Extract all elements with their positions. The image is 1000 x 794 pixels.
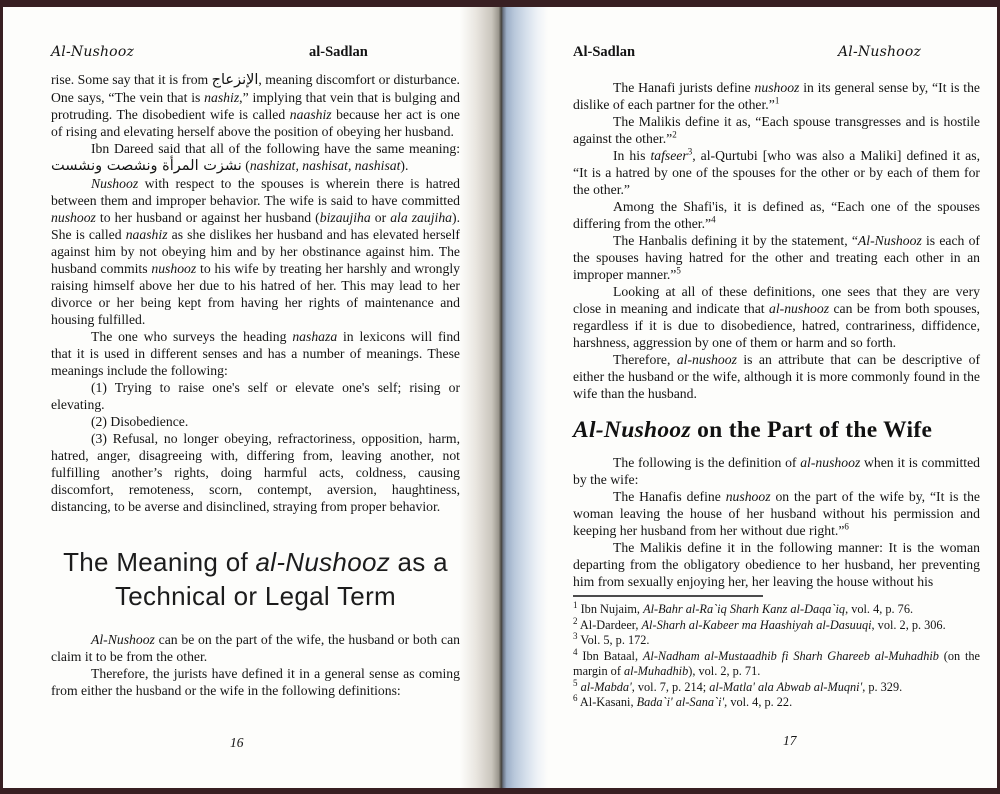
footnote: $^5$ al-Mabda', vol. 7, p. 214; al-Matla' ala Abwab al-Muqni', p. 329. bbox=[573, 677, 903, 694]
footnote-number: 3 bbox=[573, 630, 578, 641]
paragraph: Therefore, al-nushooz is an attribute that can be descriptive of either the husband or the wife, although it is more commonly found in the wife than the husband. bbox=[573, 352, 981, 401]
footnote-number: 5 bbox=[573, 677, 578, 688]
footnote: $^3$ Vol. 5, p. 172. bbox=[573, 630, 650, 647]
right-body-after-heading bbox=[573, 454, 980, 590]
paragraph: Therefore, the jurists have defined it in a general sense as coming from either the husband or the wife in the following definitions: bbox=[51, 666, 460, 698]
paragraph: rise. Some say that it is from الإنزعاج, meaning discomfort or disturbance. One says, “The vein that is nashiz,” implying that vein that is bulging and protruding. The disobedient wife is called naashiz because her act is one of rising and elevating herself above the position of obeying her husband. bbox=[51, 72, 461, 139]
left-body-paragraphs bbox=[51, 71, 460, 515]
footnote-number: 6 bbox=[573, 692, 578, 703]
footnotes-section bbox=[573, 595, 980, 711]
footnote: $^6$ Al-Kasani, Bada`i' al-Sana`i', vol. 4, p. 22. bbox=[573, 692, 793, 709]
paragraph: (2) Disobedience. bbox=[91, 414, 189, 429]
footnote-number: 4 bbox=[573, 646, 578, 657]
right-page-body bbox=[573, 79, 980, 590]
left-body-after-heading bbox=[51, 631, 460, 699]
paragraph: The following is the definition of al-nushooz when it is committed by the wife: bbox=[573, 455, 980, 487]
left-page-number: 16 bbox=[230, 735, 244, 750]
paragraph: Ibn Dareed said that all of the following have the same meaning: نشزت المرأة ونشصت ونشست (nashizat, nashisat, nashisat). bbox=[51, 141, 460, 174]
paragraph: Looking at all of these definitions, one sees that they are very close in meaning and indicate that al-nushooz can be from both spouses, regardless if it is due to disobedience, hatred, contrariness, diffidence, harshness, aggression by one of them or harm and so forth. bbox=[573, 284, 980, 350]
footnote: $^4$ Ibn Bataal, Al-Nadham al-Mustaadhib fi Sharh Ghareeb al-Muhadhib (on the margin of al-Muhadhib), vol. 2, p. 71. bbox=[573, 646, 980, 678]
header-author-name: Al-Sadlan bbox=[573, 44, 636, 60]
paragraph: The Malikis define it in the following manner: It is the woman departing from the obligatory obedience to her husband, her preventing him from sexually enjoying her, her leaving the house without his bbox=[573, 540, 980, 589]
paragraph: The Hanafi jurists define nushooz in its general sense by, “It is the dislike of each partner for the other.”$^1$ bbox=[573, 80, 980, 112]
footnote: $^1$ Ibn Nujaim, Al-Bahr al-Ra`iq Sharh Kanz al-Daqa`iq, vol. 4, p. 76. bbox=[573, 599, 914, 616]
left-page-body bbox=[51, 71, 460, 699]
section-heading-left: The Meaning of al-Nushooz as a Technical or Legal Term bbox=[63, 547, 448, 611]
paragraph: The Hanbalis defining it by the statement, “Al-Nushooz is each of the spouses having hatred for the other and treating each other in an improper manner.”$^5$ bbox=[573, 233, 980, 282]
paragraph: (3) Refusal, no longer obeying, refractoriness, opposition, harm, hatred, anger, disagreeing with, differing from, leaving another, not fulfilling another’s rights, doing harmful acts, coldness, causing discomfort, remoteness, scorn, contempt, aversion, haughtiness, distancing, to be averse and disinclined, straying from proper behavior. bbox=[51, 431, 460, 514]
paragraph: (1) Trying to raise one's self or elevate one's self; rising or elevating. bbox=[51, 380, 460, 412]
header-book-title: Al-Nushooz bbox=[51, 44, 135, 60]
footnote: $^2$ Al-Dardeer, Al-Sharh al-Kabeer ma Haashiyah al-Dasuuqi, vol. 2, p. 306. bbox=[573, 615, 946, 632]
paragraph: Among the Shafi'is, it is defined as, “Each one of the spouses differing from the other.”$^4$ bbox=[573, 199, 980, 231]
footnote-list bbox=[573, 599, 980, 711]
paragraph: In his tafseer$^3$, al-Qurtubi [who was also a Maliki] defined it as, “It is a hatred by one of the spouses for the other or by each of them for the other.” bbox=[573, 146, 980, 197]
paragraph: The one who surveys the heading nashaza in lexicons will find that it is used in different senses and has a number of meanings. These meanings include the following: bbox=[51, 329, 461, 378]
right-running-header bbox=[573, 44, 979, 64]
paragraph: The Malikis define it as, “Each spouse transgresses and is hostile against the other.”$^2$ bbox=[573, 114, 980, 146]
right-page-number: 17 bbox=[783, 733, 797, 748]
paragraph: Nushooz with respect to the spouses is wherein there is hatred between them and improper behavior. The wife is said to have committed nushooz to her husband or against her husband (bizaujiha or ala zaujiha). She is called naashiz as she dislikes her husband and has elevated herself against him by not obeying him and by her obstinance against him. The husband commits nushooz to his wife by treating her harshly and wrongly raising himself above her due to his hatred of her. This may lead to her divorce or her being kept from having her rights of maintenance and housing fulfilled. bbox=[51, 176, 461, 327]
footnote-number: 1 bbox=[573, 599, 578, 610]
footnote-number: 2 bbox=[573, 615, 578, 626]
book-gutter bbox=[460, 7, 548, 788]
footnote-separator-rule bbox=[573, 595, 763, 597]
left-running-header bbox=[51, 44, 459, 64]
header-book-title: Al-Nushooz bbox=[838, 44, 922, 60]
header-author-name: al-Sadlan bbox=[309, 44, 368, 60]
paragraph: Al-Nushooz can be on the part of the wife, the husband or both can claim it to be from the other. bbox=[51, 632, 460, 664]
section-heading-right: Al-Nushooz on the Part of the Wife bbox=[573, 417, 933, 443]
right-body-paragraphs bbox=[573, 79, 980, 402]
paragraph: The Hanafis define nushooz on the part of the wife by, “It is the woman leaving the house of her husband without his permission and keeping her husband from her without due right.”$^6$ bbox=[573, 489, 981, 538]
